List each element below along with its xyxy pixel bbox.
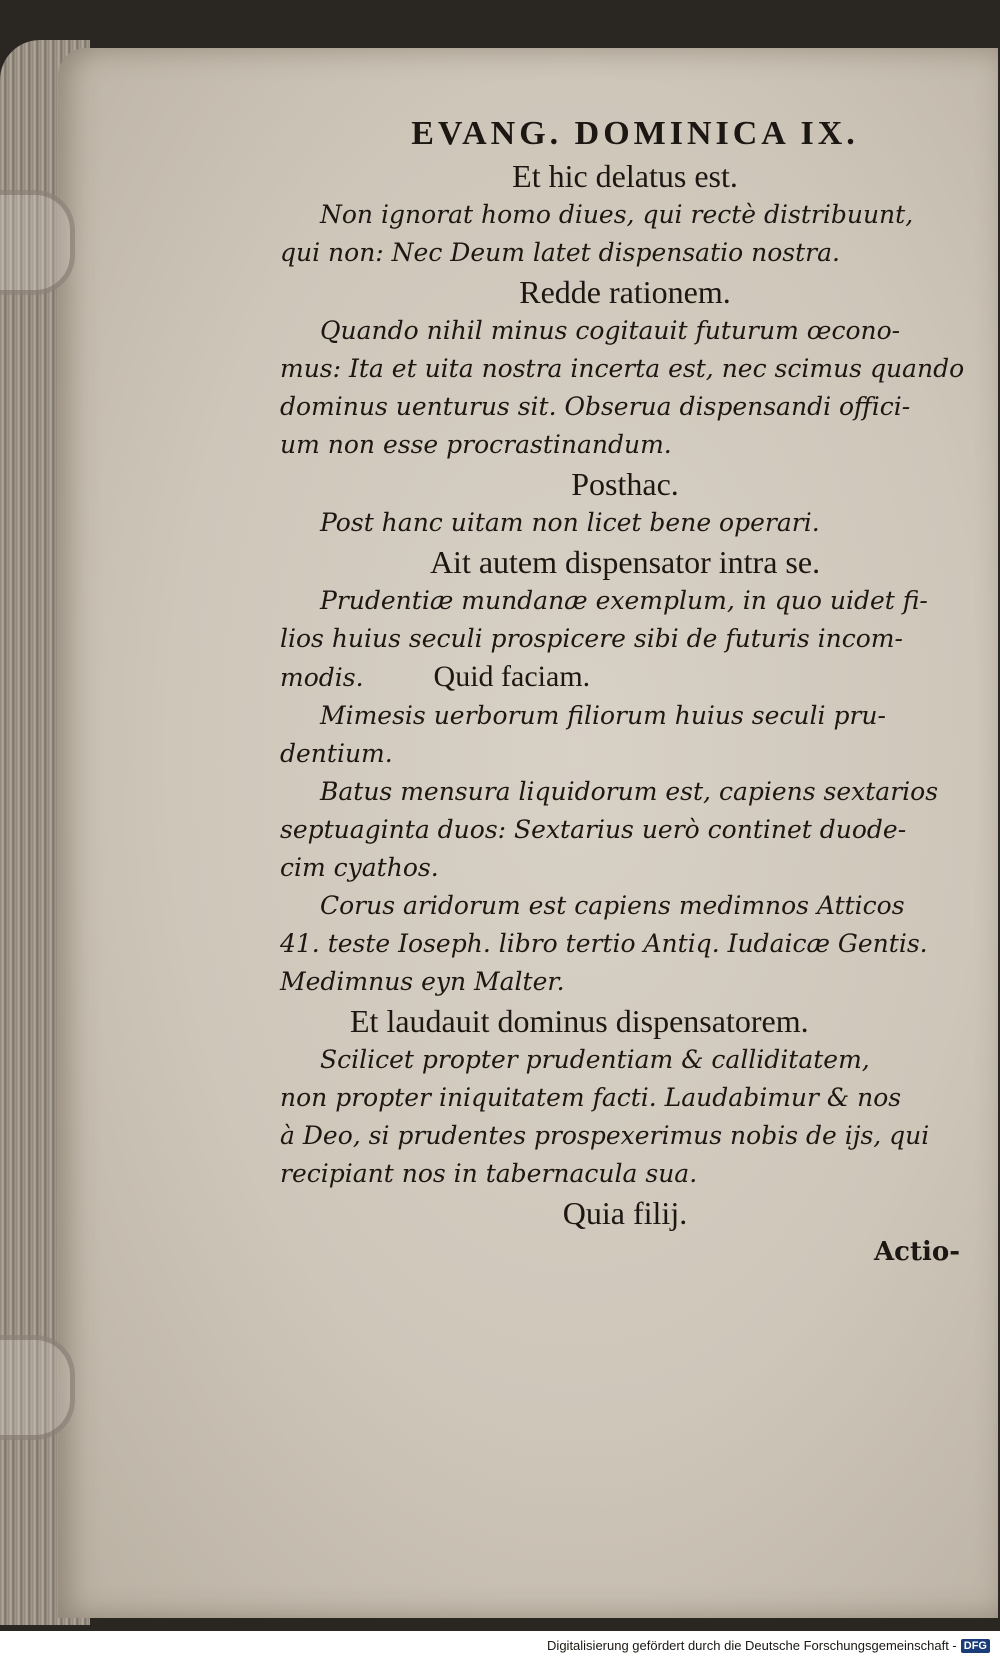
dfg-logo-icon: DFG xyxy=(961,1639,990,1653)
lemma: Posthac. xyxy=(571,466,679,502)
gloss-fragment: modis. xyxy=(280,663,364,692)
gloss xyxy=(280,658,960,697)
gloss-line: 41. teste Ioseph. libro tertio Antiq. Iudaicæ Gentis. xyxy=(280,929,928,958)
gloss-line: um non esse procrastinandum. xyxy=(280,430,672,459)
gloss xyxy=(280,312,965,464)
gloss-line: Scilicet propter prudentiam & calliditatem, xyxy=(320,1045,870,1074)
gloss-line: dentium. xyxy=(280,739,393,768)
gloss xyxy=(280,773,960,887)
gloss-line: Batus mensura liquidorum est, capiens sextarios xyxy=(320,777,939,806)
gloss-line: Corus aridorum est capiens medimnos Atticos xyxy=(320,891,905,920)
gloss-line: à Deo, si prudentes prospexerimus nobis de ijs, qui xyxy=(280,1121,930,1150)
gloss-line xyxy=(280,658,960,697)
gloss xyxy=(280,887,960,1001)
gloss-line: lios huius seculi prospicere sibi de futuris incom- xyxy=(280,624,903,653)
gloss-line: Medimnus eyn Malter. xyxy=(280,967,565,996)
page-clip-bottom xyxy=(0,1335,75,1440)
gloss-line: septuaginta duos: Sextarius uerò continet duode- xyxy=(280,815,907,844)
gloss-line: Non ignorat homo diues, qui rectè distribuunt, xyxy=(320,200,914,229)
page-text xyxy=(280,112,965,1267)
gloss-line: Mimesis uerborum filiorum huius seculi pru- xyxy=(320,701,886,730)
gloss-line: mus: Ita et uita nostra incerta est, nec scimus quando xyxy=(280,354,965,383)
gloss-line: non propter iniquitatem facti. Laudabimur & nos xyxy=(280,1083,902,1112)
lemma: Quia filij. xyxy=(562,1195,688,1231)
lemma: Ait autem dispensator intra se. xyxy=(429,544,821,580)
gloss-line: Prudentiæ mundanæ exemplum, in quo uidet fi- xyxy=(320,586,928,615)
gloss-line: cim cyathos. xyxy=(280,853,439,882)
catchword: Actio- xyxy=(873,1237,960,1267)
digitization-credit xyxy=(543,1638,994,1653)
gloss xyxy=(280,582,960,658)
gloss-line: qui non: Nec Deum latet dispensatio nostra. xyxy=(280,238,840,267)
running-title: EVANG. DOMINICA IX. xyxy=(411,115,859,152)
gloss-line: recipiant nos in tabernacula sua. xyxy=(280,1159,698,1188)
gloss xyxy=(280,697,960,773)
gloss xyxy=(280,1041,960,1193)
credit-text: Digitalisierung gefördert durch die Deutsche Forschungsgemeinschaft - xyxy=(547,1638,957,1653)
gloss xyxy=(280,504,960,542)
gloss xyxy=(280,196,960,272)
gloss-line: dominus uenturus sit. Obserua dispensandi offici- xyxy=(280,392,911,421)
inline-lemma: Quid faciam. xyxy=(433,660,591,693)
page-clip-top xyxy=(0,190,75,295)
lemma: Et hic delatus est. xyxy=(512,158,738,194)
gloss-line: Post hanc uitam non licet bene operari. xyxy=(320,508,820,537)
lemma: Et laudauit dominus dispensatorem. xyxy=(350,1003,809,1039)
gloss-line: Quando nihil minus cogitauit futurum œcono- xyxy=(320,316,901,345)
lemma: Redde rationem. xyxy=(519,274,731,310)
